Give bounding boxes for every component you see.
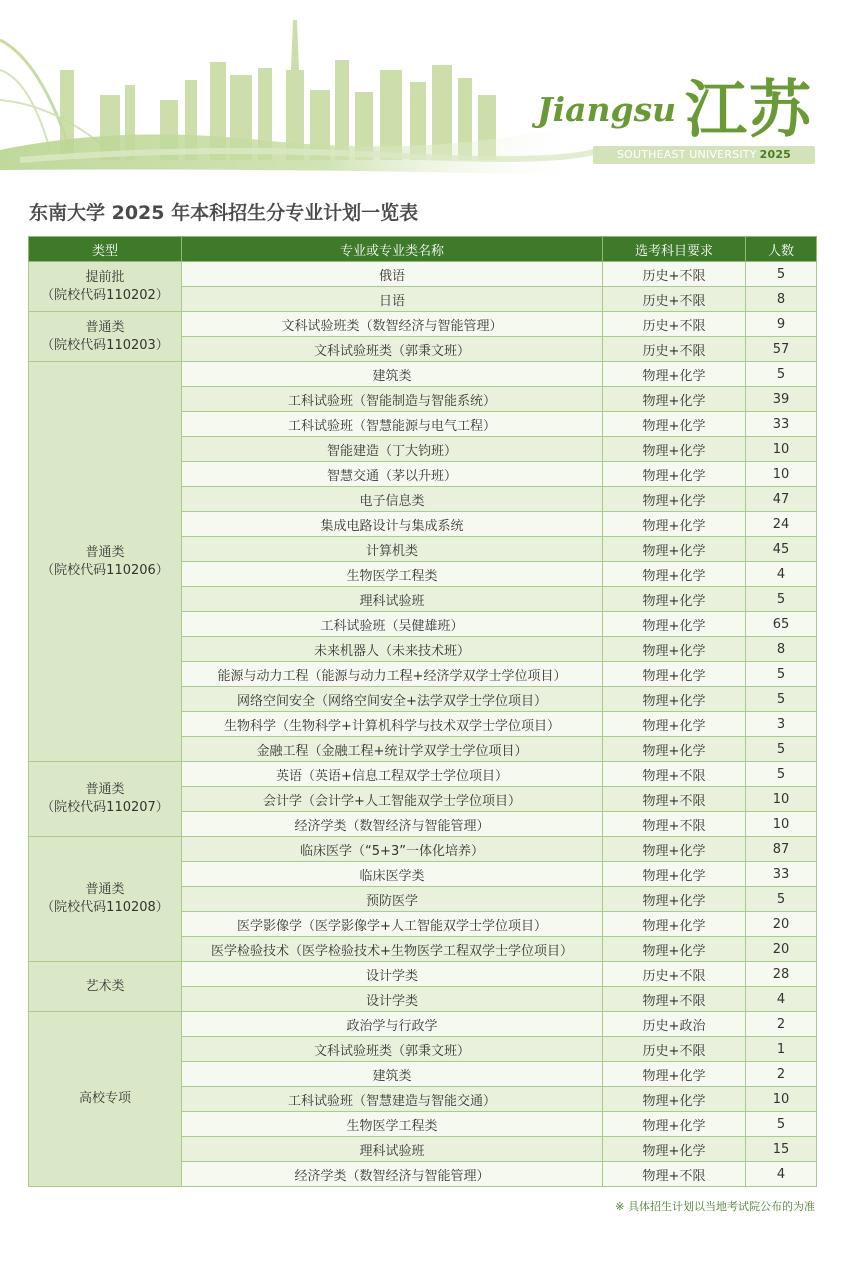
subject-cell: 物理+化学 [603, 612, 746, 637]
major-cell: 智能建造（丁大钧班） [182, 437, 603, 462]
subject-cell: 物理+化学 [603, 837, 746, 862]
major-cell: 政治学与行政学 [182, 1012, 603, 1037]
count-cell: 57 [746, 337, 817, 362]
table-row [29, 1012, 817, 1037]
count-cell: 5 [746, 262, 817, 287]
subject-cell: 物理+化学 [603, 1062, 746, 1087]
count-cell: 10 [746, 437, 817, 462]
university-name: SOUTHEAST UNIVERSITY [616, 148, 757, 161]
subject-cell: 物理+化学 [603, 662, 746, 687]
count-cell: 45 [746, 537, 817, 562]
year-label: 2025 [759, 148, 792, 161]
count-cell: 4 [746, 1162, 817, 1187]
category-cell [29, 262, 182, 312]
subject-cell: 物理+不限 [603, 762, 746, 787]
count-cell: 2 [746, 1062, 817, 1087]
header-count: 人数 [746, 237, 817, 262]
subject-cell: 物理+化学 [603, 1087, 746, 1112]
count-cell: 10 [746, 812, 817, 837]
table-row [29, 762, 817, 787]
count-cell: 8 [746, 287, 817, 312]
category-code: （院校代码110203） [41, 337, 169, 353]
count-cell: 47 [746, 487, 817, 512]
major-cell: 会计学（会计学+人工智能双学士学位项目） [182, 787, 603, 812]
count-cell: 1 [746, 1037, 817, 1062]
subject-cell: 物理+化学 [603, 687, 746, 712]
count-cell: 15 [746, 1137, 817, 1162]
count-cell: 33 [746, 862, 817, 887]
major-cell: 未来机器人（未来技术班） [182, 637, 603, 662]
category-name: 普通类 [85, 882, 125, 897]
count-cell: 87 [746, 837, 817, 862]
count-cell: 5 [746, 887, 817, 912]
count-cell: 28 [746, 962, 817, 987]
subject-cell: 物理+化学 [603, 637, 746, 662]
count-cell: 10 [746, 1087, 817, 1112]
category-code: （院校代码110206） [41, 562, 169, 578]
major-cell: 设计学类 [182, 987, 603, 1012]
count-cell: 5 [746, 662, 817, 687]
major-cell: 网络空间安全（网络空间安全+法学双学士学位项目） [182, 687, 603, 712]
major-cell: 临床医学（“5+3”一体化培养） [182, 837, 603, 862]
major-cell: 医学影像学（医学影像学+人工智能双学士学位项目） [182, 912, 603, 937]
subject-cell: 物理+化学 [603, 387, 746, 412]
table-body [29, 262, 817, 1187]
category-code: （院校代码110208） [41, 900, 169, 915]
subject-cell: 物理+化学 [603, 712, 746, 737]
subject-cell: 物理+不限 [603, 987, 746, 1012]
category-name: 普通类 [85, 544, 125, 560]
subject-cell: 历史+不限 [603, 287, 746, 312]
category-name: 高校专项 [78, 1091, 131, 1106]
major-cell: 医学检验技术（医学检验技术+生物医学工程双学士学位项目） [182, 937, 603, 962]
category-name: 提前批 [85, 269, 125, 285]
major-cell: 建筑类 [182, 1062, 603, 1087]
subject-cell: 物理+化学 [603, 1137, 746, 1162]
count-cell: 33 [746, 412, 817, 437]
major-cell: 生物科学（生物科学+计算机科学与技术双学士学位项目） [182, 712, 603, 737]
count-cell: 5 [746, 762, 817, 787]
count-cell: 4 [746, 562, 817, 587]
subject-cell: 物理+化学 [603, 362, 746, 387]
count-cell: 5 [746, 1112, 817, 1137]
category-code: （院校代码110202） [41, 287, 169, 303]
major-cell: 设计学类 [182, 962, 603, 987]
brand-chinese: 江苏 [685, 73, 814, 146]
subject-cell: 物理+化学 [603, 487, 746, 512]
subject-cell: 物理+化学 [603, 937, 746, 962]
major-cell: 工科试验班（智能制造与智能系统） [182, 387, 603, 412]
header-category: 类型 [29, 237, 182, 262]
subject-cell: 物理+化学 [603, 912, 746, 937]
university-bar [593, 146, 815, 164]
count-cell: 8 [746, 637, 817, 662]
category-cell [29, 1012, 182, 1187]
category-cell [29, 362, 182, 762]
subject-cell: 物理+化学 [603, 462, 746, 487]
count-cell: 20 [746, 912, 817, 937]
major-cell: 生物医学工程类 [182, 1112, 603, 1137]
subject-cell: 物理+化学 [603, 887, 746, 912]
major-cell: 建筑类 [182, 362, 603, 387]
subject-cell: 物理+不限 [603, 787, 746, 812]
category-cell [29, 837, 182, 962]
subject-cell: 物理+化学 [603, 1112, 746, 1137]
count-cell: 9 [746, 312, 817, 337]
major-cell: 生物医学工程类 [182, 562, 603, 587]
category-cell [29, 962, 182, 1012]
subject-cell: 历史+不限 [603, 962, 746, 987]
subject-cell: 物理+化学 [603, 437, 746, 462]
major-cell: 工科试验班（智慧建造与智能交通） [182, 1087, 603, 1112]
major-cell: 工科试验班（吴健雄班） [182, 612, 603, 637]
major-cell: 俄语 [182, 262, 603, 287]
count-cell: 2 [746, 1012, 817, 1037]
category-cell [29, 762, 182, 837]
table-row [29, 962, 817, 987]
subject-cell: 物理+化学 [603, 737, 746, 762]
count-cell: 65 [746, 612, 817, 637]
header-subject: 选考科目要求 [603, 237, 746, 262]
table-row [29, 837, 817, 862]
admission-plan-table [28, 236, 817, 1187]
footnote: ※ 具体招生计划以当地考试院公布的为准 [615, 1200, 815, 1213]
page-title: 东南大学 2025 年本科招生分专业计划一览表 [29, 202, 419, 224]
table-header-row [29, 237, 817, 262]
count-cell: 24 [746, 512, 817, 537]
category-name: 普通类 [85, 319, 125, 335]
major-cell: 工科试验班（智慧能源与电气工程） [182, 412, 603, 437]
count-cell: 3 [746, 712, 817, 737]
count-cell: 4 [746, 987, 817, 1012]
subject-cell: 历史+政治 [603, 1012, 746, 1037]
major-cell: 预防医学 [182, 887, 603, 912]
major-cell: 计算机类 [182, 537, 603, 562]
subject-cell: 物理+化学 [603, 862, 746, 887]
subject-cell: 物理+不限 [603, 812, 746, 837]
major-cell: 集成电路设计与集成系统 [182, 512, 603, 537]
count-cell: 5 [746, 737, 817, 762]
subject-cell: 物理+不限 [603, 1162, 746, 1187]
category-name: 普通类 [85, 782, 125, 797]
major-cell: 经济学类（数智经济与智能管理） [182, 812, 603, 837]
major-cell: 经济学类（数智经济与智能管理） [182, 1162, 603, 1187]
major-cell: 电子信息类 [182, 487, 603, 512]
major-cell: 理科试验班 [182, 1137, 603, 1162]
subject-cell: 历史+不限 [603, 262, 746, 287]
subject-cell: 历史+不限 [603, 312, 746, 337]
subject-cell: 物理+化学 [603, 412, 746, 437]
subject-cell: 物理+化学 [603, 587, 746, 612]
subject-cell: 历史+不限 [603, 1037, 746, 1062]
major-cell: 日语 [182, 287, 603, 312]
count-cell: 10 [746, 787, 817, 812]
major-cell: 临床医学类 [182, 862, 603, 887]
major-cell: 智慧交通（茅以升班） [182, 462, 603, 487]
brand-logo [537, 60, 827, 146]
category-cell [29, 312, 182, 362]
category-name: 艺术类 [85, 978, 125, 994]
count-cell: 39 [746, 387, 817, 412]
table-row [29, 312, 817, 337]
count-cell: 10 [746, 462, 817, 487]
major-cell: 理科试验班 [182, 587, 603, 612]
table-row [29, 262, 817, 287]
subject-cell: 历史+不限 [603, 337, 746, 362]
subject-cell: 物理+化学 [603, 562, 746, 587]
count-cell: 5 [746, 587, 817, 612]
table-row [29, 362, 817, 387]
category-code: （院校代码110207） [41, 800, 169, 815]
major-cell: 英语（英语+信息工程双学士学位项目） [182, 762, 603, 787]
count-cell: 5 [746, 687, 817, 712]
major-cell: 文科试验班类（郭秉文班） [182, 337, 603, 362]
header-major: 专业或专业类名称 [182, 237, 603, 262]
subject-cell: 物理+化学 [603, 512, 746, 537]
major-cell: 文科试验班类（数智经济与智能管理） [182, 312, 603, 337]
major-cell: 文科试验班类（郭秉文班） [182, 1037, 603, 1062]
major-cell: 金融工程（金融工程+统计学双学士学位项目） [182, 737, 603, 762]
major-cell: 能源与动力工程（能源与动力工程+经济学双学士学位项目） [182, 662, 603, 687]
subject-cell: 物理+化学 [603, 537, 746, 562]
count-cell: 5 [746, 362, 817, 387]
brand-english: Jiangsu [537, 90, 677, 129]
count-cell: 20 [746, 937, 817, 962]
